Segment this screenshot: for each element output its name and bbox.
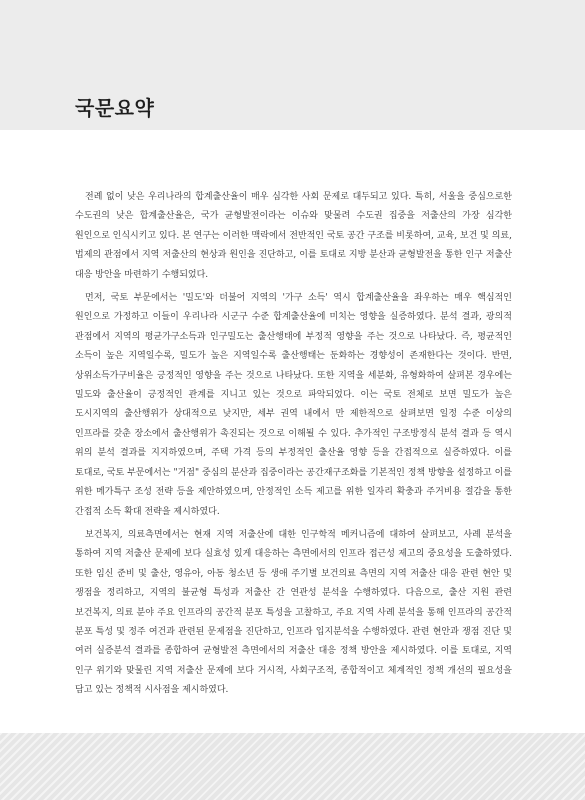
footer-pattern-band xyxy=(0,733,585,800)
abstract-body xyxy=(75,188,512,705)
paragraph-intro: 전례 없이 낮은 우리나라의 합계출산율이 매우 심각한 사회 문제로 대두되고 있다. 특히, 서울을 중심으로한 수도권의 낮은 합계출산율은, 국가 균형발전이라는 이슈와 맞물려 수도권 집중을 저출산의 가장 심각한 원인으로 인식시키고 있다. 본 연구는 이러한 맥락에서 전반적인 국토 공간 구조를 비롯하여, 교육, 보건 및 의료, 법제의 관점에서 지역 저출산의 현상과 원인을 진단하고, 이를 토대로 지방 분산과 균형발전을 통한 인구 저출산 대응 방안을 마련하기 수행되었다. xyxy=(75,192,512,280)
paragraph-health: 보건복지, 의료측면에서는 현재 지역 저출산에 대한 인구학적 메커니즘에 대하여 살펴보고, 사례 분석을 통하여 지역 저출산 문제에 보다 실효성 있게 대응하는 측면에서의 인프라 접근성 제고의 중요성을 도출하였다. 또한 임신 준비 및 출산, 영유아, 아동 청소년 등 생애 주기별 보건의료 측면의 지역 저출산 대응 관련 현안 및 쟁점을 정리하고, 지역의 불균형 특성과 저출산 간 연관성 분석을 수행하였다. 다음으로, 출산 지원 관련 보건복지, 의료 분야 주요 인프라의 공간적 분포 특성을 고찰하고, 주요 지역 사례 분석을 통해 인프라의 공간적 분포 특성 및 정주 여건과 관련된 문제점을 진단하고, 인프라 입지분석을 수행하였다. 관련 현안과 쟁점 진단 및 여러 실증분석 결과를 종합하여 균형발전 측면에서의 저출산 대응 정책 방안을 제시하였다. 이를 토대로, 지역 인구 위기와 맞물린 지역 저출산 문제에 보다 거시적, 사회구조적, 종합적이고 체계적인 정책 개선의 필요성을 담고 있는 정책적 시사점을 제시하였다. xyxy=(75,529,512,696)
page-title: 국문요약 xyxy=(75,96,155,120)
paragraph-land: 먼저, 국토 부문에서는 '밀도'와 더불어 지역의 '가구 소득' 역시 합계출산율을 좌우하는 매우 핵심적인 원인으로 가정하고 이들이 우리나라 시군구 수준 합계출산율에 미치는 영향을 실증하였다. 분석 결과, 광의적 관점에서 지역의 평균가구소득과 인구밀도는 출산행태에 부정적 영향을 주는 것으로 나타났다. 즉, 평균적인 소득이 높은 지역일수록, 밀도가 높은 지역일수록 출산행태는 둔화하는 경향성이 존재한다는 것이다. 반면, 상위소득가구비율은 긍정적인 영향을 주는 것으로 나타났다. 또한 지역을 세분화, 유형화하여 살펴본 경우에는 밀도와 출산율이 긍정적인 관계를 지니고 있는 것으로 파악되었다. 이는 국토 전체로 보면 밀도가 높은 도시지역의 출산행위가 상대적으로 낮지만, 세부 권역 내에서 만 제한적으로 살펴보면 일정 수준 이상의 인프라를 갖춘 장소에서 출산행위가 촉진되는 것으로 이해될 수 있다. 추가적인 구조방정식 분석 결과 등 역시 위의 분석 결과를 지지하였으며, 주택 가격 등의 부정적인 출산율 영향 등을 간접적으로 실증하였다. 이를 토대로, 국토 부문에서는 "거점" 중심의 분산과 집중이라는 공간재구조화를 기본적인 정책 방향을 설정하고 이를 위한 메가특구 조성 전략 등을 제안하였으며, 안정적인 소득 제고를 위한 일자리 확충과 주거비용 절감을 통한 간접적 소득 확대 전략을 제시하였다. xyxy=(75,293,512,517)
